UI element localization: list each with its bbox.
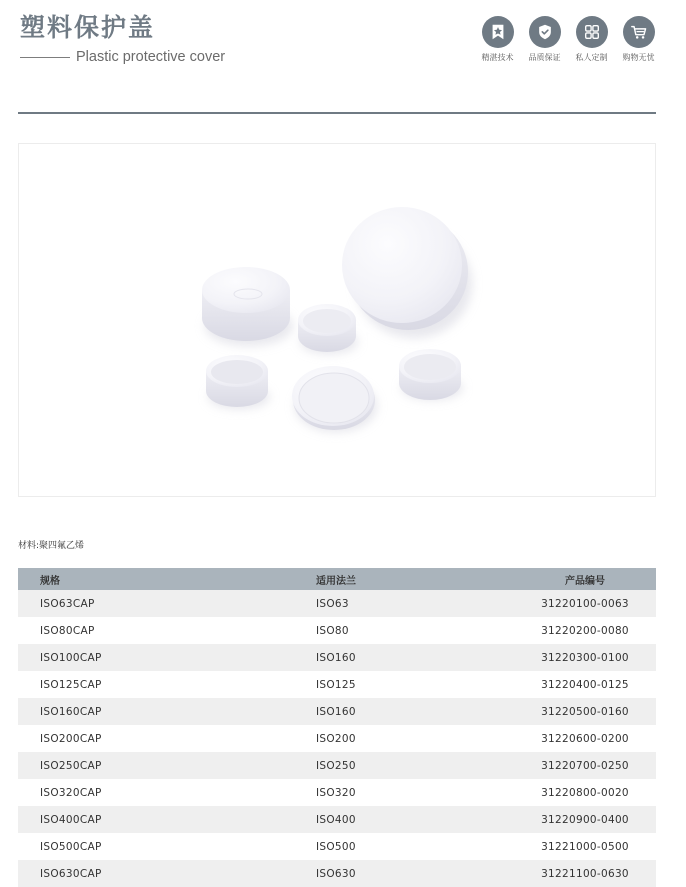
- table-row: [18, 671, 656, 698]
- table-row: [18, 698, 656, 725]
- shield-icon: [529, 16, 561, 48]
- feature-label: 购物无忧: [622, 53, 655, 62]
- product-cap: [292, 366, 375, 430]
- flange-cell: ISO160: [316, 705, 356, 718]
- table-row: [18, 833, 656, 860]
- flange-cell: ISO400: [316, 813, 356, 826]
- table-header: [18, 568, 656, 590]
- spec-cell: ISO200CAP: [40, 732, 102, 745]
- cart-icon: [623, 16, 655, 48]
- grid-icon: [576, 16, 608, 48]
- table-row: [18, 860, 656, 887]
- table-row: [18, 779, 656, 806]
- product-code-cell: 31220100-0063: [541, 597, 629, 610]
- product-code-cell: 31221100-0630: [541, 867, 629, 880]
- table-row: [18, 644, 656, 671]
- product-code-cell: 31220800-0020: [541, 786, 629, 799]
- flange-cell: ISO250: [316, 759, 356, 772]
- flange-cell: ISO200: [316, 732, 356, 745]
- page-title: 塑料保护盖: [20, 13, 156, 42]
- table-row: [18, 752, 656, 779]
- feature-label: 品质保证: [528, 53, 561, 62]
- spec-cell: ISO250CAP: [40, 759, 102, 772]
- product-caps-illustration: [19, 144, 655, 496]
- spec-cell: ISO630CAP: [40, 867, 102, 880]
- product-cap: [298, 304, 356, 352]
- feature-label: 私人定制: [575, 53, 608, 62]
- feature-icons: [474, 16, 662, 63]
- product-code-cell: 31220200-0080: [541, 624, 629, 637]
- flange-cell: ISO500: [316, 840, 356, 853]
- product-code-cell: 31220400-0125: [541, 678, 629, 691]
- spec-cell: ISO63CAP: [40, 597, 95, 610]
- spec-cell: ISO100CAP: [40, 651, 102, 664]
- product-code-cell: 31220600-0200: [541, 732, 629, 745]
- feature-shopping: [615, 16, 662, 63]
- spec-cell: ISO320CAP: [40, 786, 102, 799]
- star-badge-icon: [482, 16, 514, 48]
- column-header-spec: 规格: [40, 575, 60, 587]
- product-code-cell: 31220700-0250: [541, 759, 629, 772]
- column-header-product-code: 产品编号: [565, 575, 605, 587]
- product-photo: [18, 143, 656, 497]
- subtitle-divider: [20, 57, 70, 58]
- flange-cell: ISO125: [316, 678, 356, 691]
- product-code-cell: 31220900-0400: [541, 813, 629, 826]
- column-header-flange: 适用法兰: [316, 575, 356, 587]
- flange-cell: ISO63: [316, 597, 349, 610]
- spec-cell: ISO500CAP: [40, 840, 102, 853]
- spec-cell: ISO160CAP: [40, 705, 102, 718]
- product-code-cell: 31220300-0100: [541, 651, 629, 664]
- product-cap: [206, 355, 268, 407]
- product-code-cell: 31220500-0160: [541, 705, 629, 718]
- feature-custom: [568, 16, 615, 63]
- feature-label: 精湛技术: [481, 53, 514, 62]
- product-cap: [342, 207, 468, 330]
- flange-cell: ISO630: [316, 867, 356, 880]
- product-cap: [399, 349, 461, 400]
- header-divider: [18, 112, 656, 114]
- material-note: 材料:聚四氟乙烯: [18, 541, 85, 551]
- spec-cell: ISO125CAP: [40, 678, 102, 691]
- table-row: [18, 725, 656, 752]
- feature-quality: [521, 16, 568, 63]
- spec-table: [18, 568, 656, 887]
- flange-cell: ISO320: [316, 786, 356, 799]
- spec-cell: ISO400CAP: [40, 813, 102, 826]
- product-cap: [202, 267, 290, 341]
- table-row: [18, 590, 656, 617]
- feature-craftsmanship: [474, 16, 521, 63]
- spec-cell: ISO80CAP: [40, 624, 95, 637]
- table-row: [18, 617, 656, 644]
- product-code-cell: 31221000-0500: [541, 840, 629, 853]
- flange-cell: ISO80: [316, 624, 349, 637]
- flange-cell: ISO160: [316, 651, 356, 664]
- page-subtitle: Plastic protective cover: [76, 49, 226, 65]
- table-row: [18, 806, 656, 833]
